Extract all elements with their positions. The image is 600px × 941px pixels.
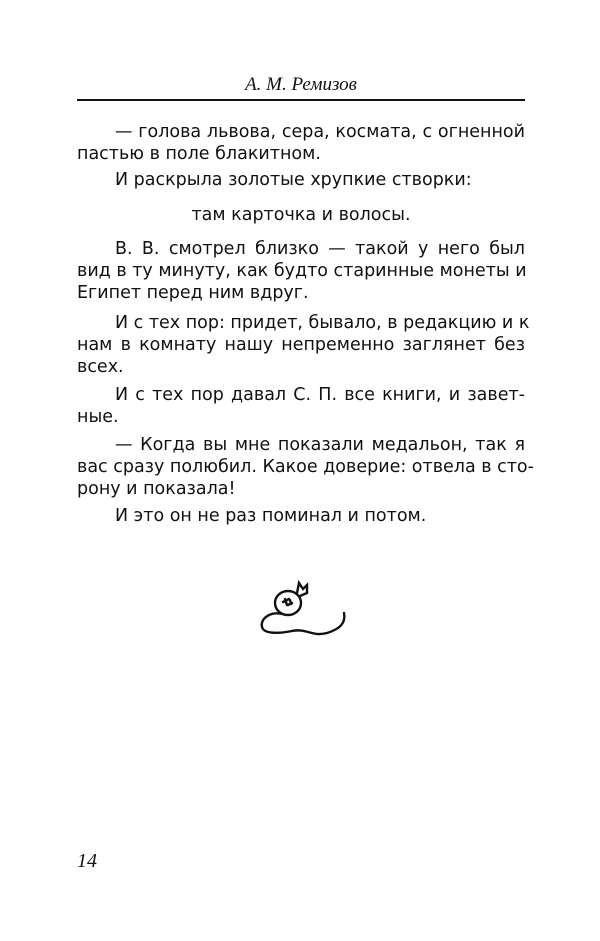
text-line: пастью в поле блакитном. [77, 144, 321, 164]
text-line: вид в ту минуту, как будто старинные монеты и [77, 261, 527, 281]
text-line: рону и показала! [77, 479, 236, 499]
text-line: И с тех пор: придет, бывало, в редакцию и к [115, 313, 530, 333]
text-line: — голова львова, сера, космата, с огненной [115, 122, 525, 142]
text-line: — Когда вы мне показали медальон, так я [115, 435, 525, 455]
text-line: вас сразу полюбил. Какое доверие: отвела в сто- [77, 457, 534, 477]
text-line: ные. [77, 407, 119, 427]
text-line: И это он не раз поминал и потом. [115, 506, 427, 526]
text-line: И с тех пор давал С. П. все книги, и завет- [115, 385, 525, 405]
header-rule [77, 99, 525, 101]
medallion-ornament-icon [252, 575, 352, 645]
text-line: И раскрыла золотые хрупкие створки: [115, 170, 472, 190]
running-head: А. М. Ремизов [245, 74, 357, 95]
text-line: нам в комнату нашу непременно заглянет без [77, 335, 525, 355]
text-line: Египет перед ним вдруг. [77, 283, 309, 303]
text-line: В. В. смотрел близко — такой у него был [115, 239, 525, 259]
text-line: там карточка и волосы. [191, 205, 411, 225]
text-line: всех. [77, 357, 124, 377]
page-number: 14 [77, 850, 97, 872]
